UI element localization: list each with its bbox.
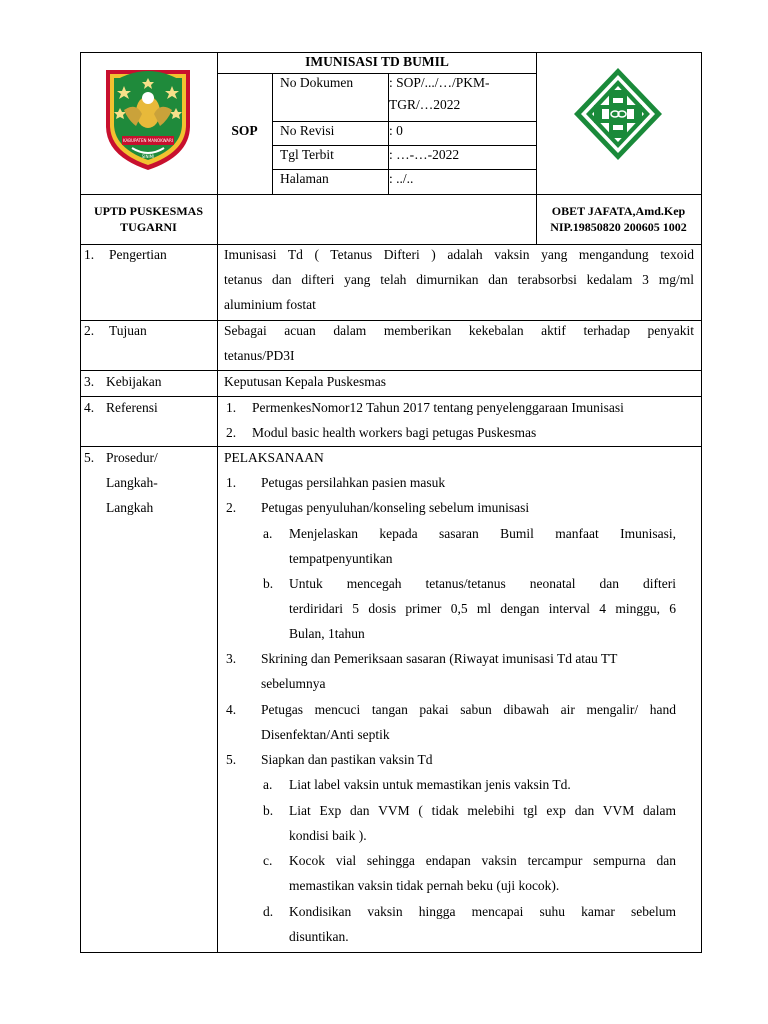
document-title: IMUNISASI TD BUMIL [305,54,449,69]
pengertian-line: tetanus dan difteri yang telah dimurnikan dan terabsorbsi kedalam 3 mg/ml [224,272,694,287]
substep-text: Liat Exp dan VVM ( tidak melebihi tgl exp dan VVM dalam [289,803,676,818]
step-number: 1. [226,475,237,490]
substep-text: memastikan vaksin tidak pernah beku (uji kocok). [289,878,560,893]
meta-value-tgl-terbit: : …-…-2022 [389,147,460,162]
substep-text: Kocok vial sehingga endapan vaksin tercampur sempurna dan [289,853,676,868]
row-label-referensi: Referensi [106,400,158,415]
referensi-item-number: 1. [226,400,237,415]
meta-value-halaman: : ../.. [389,171,414,186]
pengertian-line: Imunisasi Td ( Tetanus Difteri ) adalah vaksin yang mengandung texoid [224,247,694,262]
pengertian-line: aluminium fostat [224,297,316,312]
step-number: 4. [226,702,237,717]
org-name-line1: UPTD PUSKESMAS [93,204,203,218]
substep-letter: a. [263,777,273,792]
step-number: 3. [226,651,237,666]
substep-letter: c. [263,853,273,868]
step-text: sebelumnya [261,676,326,691]
meta-value-no-dokumen: : SOP/.../…/PKM- [389,75,490,90]
meta-label-no-revisi: No Revisi [280,123,335,138]
kebijakan-line: Keputusan Kepala Puskesmas [224,374,386,389]
tujuan-line: tetanus/PD3I [224,348,295,363]
row-label-prosedur: Langkah [106,500,154,515]
substep-text: Untuk mencegah tetanus/tetanus neonatal dan difteri [289,576,676,591]
substep-text: terdiridari 5 dosis primer 0,5 ml dengan interval 4 minggu, 6 [289,601,676,616]
substep-text: kondisi baik ). [289,828,367,843]
step-text: Petugas persilahkan pasien masuk [261,475,446,490]
step-text: Petugas penyuluhan/konseling sebelum imunisasi [261,500,530,515]
row-label-prosedur: Langkah- [106,475,158,490]
substep-letter: b. [263,803,274,818]
referensi-item-text: Modul basic health workers bagi petugas Puskesmas [252,425,537,440]
crest-banner-text: KABUPATEN MANOKWARI [122,138,174,143]
row-label-prosedur: Prosedur/ [106,450,158,465]
step-text: Disenfektan/Anti septik [261,727,390,742]
tujuan-line: Sebagai acuan dalam memberikan kekebalan aktif terhadap penyakit [224,323,694,338]
substep-letter: b. [263,576,274,591]
row-number: 4. [84,400,95,415]
step-text: Petugas mencuci tangan pakai sabun dibawah air mengalir/ hand [261,702,676,717]
substep-text: tempatpenyuntikan [289,551,393,566]
regency-crest-logo [102,64,194,172]
substep-text: Liat label vaksin untuk memastikan jenis vaksin Td. [289,777,571,792]
row-label-pengertian: Pengertian [109,247,167,262]
step-number: 2. [226,500,237,515]
meta-value-no-revisi: : 0 [389,123,403,138]
substep-text: Bulan, 1tahun [289,626,365,641]
row-number: 2. [84,323,95,338]
row-number: 5. [84,450,95,465]
substep-text: Kondisikan vaksin hingga mencapai suhu kamar sebelum [289,904,676,919]
substep-text: Menjelaskan kepada sasaran Bumil manfaat Imunisasi, [289,526,676,541]
substep-letter: d. [263,904,274,919]
sop-label: SOP [231,123,258,138]
substep-text: disuntikan. [289,929,349,944]
referensi-item-text: PermenkesNomor12 Tahun 2017 tentang penyelenggaraan Imunisasi [252,400,624,415]
org-name-line2: TUGARNI [120,220,177,234]
puskesmas-logo [571,66,665,162]
referensi-item-number: 2. [226,425,237,440]
step-number: 5. [226,752,237,767]
row-label-kebijakan: Kebijakan [106,374,162,389]
substep-letter: a. [263,526,273,541]
procedure-heading: PELAKSANAAN [224,450,324,465]
meta-label-no-dokumen: No Dokumen [280,75,354,90]
crest-bottom-text: SINIMI [141,154,155,159]
row-label-tujuan: Tujuan [109,323,147,338]
row-number: 1. [84,247,95,262]
row-number: 3. [84,374,95,389]
meta-label-tgl-terbit: Tgl Terbit [280,147,334,162]
meta-value-no-dokumen-cont: TGR/…2022 [389,97,461,112]
signer-name: OBET JAFATA,Amd.Kep [551,204,686,218]
step-text: Skrining dan Pemeriksaan sasaran (Riwayat imunisasi Td atau TT [261,651,618,666]
step-text: Siapkan dan pastikan vaksin Td [261,752,433,767]
signer-nip: NIP.19850820 200605 1002 [550,220,687,234]
meta-label-halaman: Halaman [280,171,329,186]
